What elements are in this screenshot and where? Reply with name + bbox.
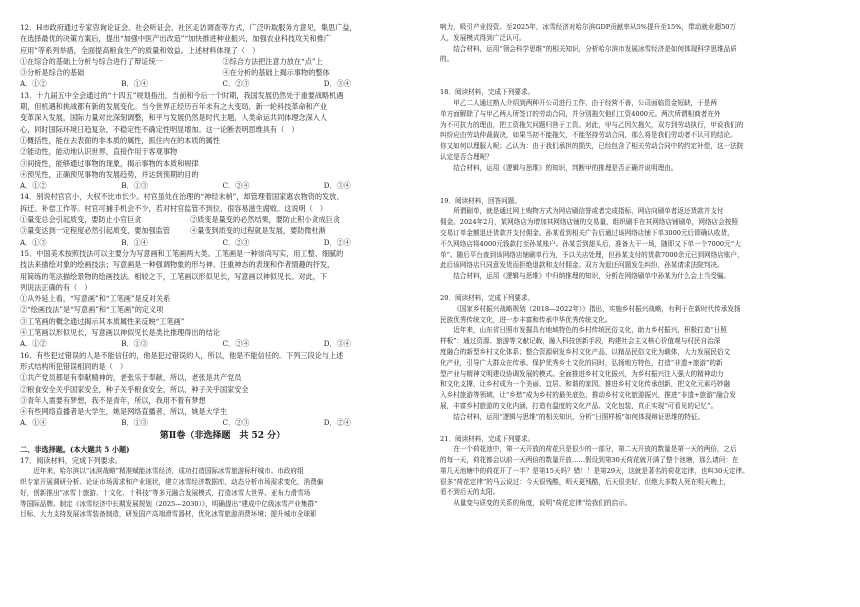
- q13-option-a[interactable]: A．①②: [20, 181, 47, 191]
- left-column: [20, 22, 425, 520]
- q14-options: [20, 237, 425, 248]
- q20-ask: 结合材料，运用“逻辑与思维”的相关知识，分析“日照样板”如何体现辩证思维的特征。: [453, 412, 705, 421]
- q19-body-6: 此后该网络店只同意发货而拒绝退款和支付佣金。双方为退还问题发生纠纷，孙某请求法院判决。: [440, 261, 724, 270]
- q17-cont-1: 响力，吸引产业投资。至2025年，冰雪经济对哈尔滨GDP贡献率从5%提升至15%，带动就业超50万: [440, 23, 737, 31]
- q15-options: [20, 338, 425, 349]
- q21-body-4: 很多“荷花定律”的马云说过：今天很残酷，明天更残酷，后天很美好，但绝大多数人死在明天晚上，: [440, 477, 731, 486]
- q14-stem-1: 14．别说村官官小，大权不比市长少。村官虽处在治理的“神经末梢”，却管理着国家惠农物资的发放、: [20, 192, 344, 202]
- q13-options: [20, 180, 425, 191]
- q20-body-5: 度融合的新型乡村文化体系；整合资源研发乡村文化产品，以精品民俗文化为载体，大力发展民俗文: [440, 347, 731, 356]
- q15-item-2: ②“绘画技法”是“写意画”和“工笔画”的定义项: [20, 305, 164, 315]
- q13-item-1: ①概括性，能在去表面的非本质的属性，抓住内在的本质的属性: [20, 135, 220, 145]
- q16-item-4: ④有些网络直播者是大学生，姚是网络直播者，所以，姚是大学生: [20, 407, 228, 417]
- q12-options: [20, 78, 425, 89]
- q13-stem-3: 变革深入发展，国际力量对比深刻调整，和平与发展仍然是时代主题，人类命运共同体理念深入人: [20, 113, 328, 123]
- q14-option-b[interactable]: B．①④: [121, 237, 148, 247]
- q13-stem-2: 期，但机遇和挑战都有新的发展变化。当今世界正经历百年未有之大变局，新一轮科技革命和产业: [20, 102, 328, 112]
- q18-body-6: 认定是否合理呢？: [440, 152, 493, 161]
- q20-body-8: 和文化支撑，让乡村成为一个美丽、宜居、和谐的家园。推进乡村文化传承创新，把文化元素巧妙融: [440, 380, 731, 389]
- q20-head: 20．阅读材料，完成下列要求。: [440, 293, 535, 302]
- q21-ask: 从量变与质变的关系的角度，说明“荷花定律”给我们的启示。: [453, 499, 632, 508]
- section2-title: 二、非选择题。(本大题共 5 小题): [20, 444, 130, 454]
- q12-stem-1: 12．H市政府通过专家咨询论证会、社会听证会、社区走访调查等方式，广泛听取服务方意见，集思广益，: [20, 23, 357, 32]
- q18-body-4: 纠纷应由劳动仲裁裁决，如果当初不能拖欠，不能坚持劳动合同，那么将是我们劳动者不认可的结论。: [440, 131, 737, 140]
- q14-option-c[interactable]: C．②③: [222, 237, 250, 247]
- q12-item-2: ②综合方法把注意力放在“点”上: [222, 56, 323, 66]
- q20-body-7: 型产业与精神文明建设协调发展的模式。全面推进乡村文化振兴，为乡村振兴注入强大的精神动力: [440, 369, 724, 378]
- q13-option-d[interactable]: D．③④: [323, 181, 351, 191]
- q17-body-4: 等国际品牌。制定《冰雪经济中长期发展规划（2025—2030）》，明确提出“建成中亿级冰雪产业集群”: [20, 499, 318, 508]
- q15-option-a[interactable]: A．①②: [20, 339, 47, 349]
- q19-head: 19．阅读材料，回答问题。: [440, 196, 521, 205]
- q16-option-d[interactable]: D．②④: [323, 418, 351, 428]
- q15-option-b[interactable]: B．①③: [121, 339, 148, 349]
- q13-stem-1: 13．十九届五中全会通过的“十四五”规划指出，当前和今后一个时期，我国发展仍然处于重要战略机遇: [20, 90, 344, 100]
- q15-item-1: ①从外延上看，“写意画”和“工笔画”是反对关系: [20, 294, 171, 304]
- q20-body-4: 样板”：通过资源、旅游等文献记载，融入科技创新手段，构建社会主义核心价值观与村民自治深: [440, 337, 721, 346]
- q15-stem-1: 15．中国美术按照技法可以主要分为写意画和工笔画两大类。工笔画是一种崇尚写实，用工整、细腻的: [20, 248, 344, 258]
- q13-item-3: ③间接性，能够通过事物的现象，揭示事物的本质和规律: [20, 158, 199, 168]
- q16-stem-1: 16．有些犯过错误的人是不能信任的，他是犯过错误的人，所以，他是不能信任的。下列三段论与上述: [20, 350, 344, 360]
- q12-option-c[interactable]: C．②③: [222, 79, 250, 89]
- q21-body-5: 看不到后天的太阳。: [440, 488, 500, 497]
- q14-items-row2: [20, 225, 425, 236]
- q21-body-1: 在一个荷花池中，第一天开放的荷花只是很少的一部分，第二天开放的数量是第一天的两倍，之后: [453, 445, 737, 454]
- q21-body-3: 第几天池塘中的荷花开了一半？是第15天吗？错！！是第29天，这就是著名的荷花定律，也叫30天定律。: [440, 466, 749, 475]
- q18-body-1: 甲乙二人通过熟人介绍到两种开公司进行工作，由于经营不善，公司面临资金短缺，于是两: [453, 98, 717, 107]
- q15-item-4: ④工笔画以形似见长，写意画以神似见长是类比推理得出的结论: [20, 328, 220, 338]
- q12-option-b[interactable]: B．①④: [121, 79, 148, 89]
- q12-option-d[interactable]: D．③④: [323, 79, 351, 89]
- q16-item-2: ②粮食安全关乎国家安全，种子关乎粮食安全，所以，种子关乎国家安全: [20, 384, 249, 394]
- q12-items-row1: [20, 56, 425, 67]
- q19-body-3: 交易订单金额退还货款并支付佣金。孙某看到相关广告后通过该网络店铺下单3000元后即确认收货，: [440, 228, 734, 237]
- q12-items-row2: [20, 67, 425, 78]
- q12-stem-2: 在选择最优的决策方案后，提出“加强中医产出改造”“加快推进种业振兴，加强农业科技攻关和推广: [20, 34, 331, 44]
- q15-item-3: ③工笔画的概念通过揭示其本质属性来反映“工笔画”: [20, 316, 185, 326]
- q17-body-3: 好，创新推出“冰雪十旅游、十文化、十科技”等多元融合发展模式，打造冰雪大世界、亚布力滑雪场: [20, 488, 311, 497]
- q14-item-2: ②质变是量变的必然结果，要防止积小贪成巨贪: [190, 215, 341, 225]
- q17-body-5: 目标，大力支持发展冰雪装备制造，研发国产高端滑雪器材，优化冰雪旅游消费环境；提升城市全球影: [20, 510, 317, 519]
- q16-option-b[interactable]: B．①③: [121, 418, 148, 428]
- q13-item-2: ②能动性，能动地认识世界，直接作用于客观事物: [20, 147, 178, 157]
- q16-item-3: ③青年人需要有梦想，我不是青年，所以，我用不着有梦想: [20, 395, 206, 405]
- q15-stem-4: 列说法正确的有（ ）: [20, 282, 92, 292]
- q16-option-c[interactable]: C．②③: [222, 418, 250, 428]
- q16-stem-2: 形式结构所犯错误相同的是（ ）: [20, 361, 128, 371]
- q17-head: 17．阅读材料，完成下列要求。: [20, 455, 122, 465]
- q21-body-2: 的每一天，荷花都会以前一天两倍的数量开放……假设到第30天荷花就开满了整个池塘，那么请问：在: [440, 456, 739, 465]
- q15-option-d[interactable]: D．③④: [323, 339, 351, 349]
- q13-option-b[interactable]: B．①③: [121, 181, 148, 191]
- q18-head: 18．阅读材料，完成下列要求。: [440, 88, 535, 97]
- q19-body-1: 所谓刷单，就是通过网上购物方式为网店刷信誉或者完成指标，网店向刷单者返还货款并支付: [453, 207, 724, 216]
- q19-body-2: 佣金。2024年2月，某网络店为增加其网络店铺的交易量，组织刷手在其网络店铺刷单，网络店会按照: [440, 218, 738, 227]
- q17-ask-1: 结合材料，运用“领会科学思维”的相关知识，分析哈尔滨市发展冰雪经济是如何体现科学思维品质: [453, 44, 737, 53]
- q20-body-3: 近年来，山东省日照市发掘具有地域特色的乡村传统民俗文化，助力乡村振兴，积极打造“日照: [453, 326, 727, 335]
- q18-body-5: 你又如何以理服人呢；乙认为：由于我们承担的损失，已经包含了相关劳动合同中的约定补偿，这一法院: [440, 142, 744, 151]
- q12-option-a[interactable]: A．①②: [20, 79, 47, 89]
- q19-ask: 结合材料，运用《逻辑与思维》中归纳推理的知识，分析在网络刷单中孙某为什么会上当受骗。: [453, 272, 731, 281]
- q18-body-2: 单方面解除了与甲乙两人所签订的劳动合同，并分别拖欠他们工资4000元。两次所谓相商者在外: [440, 109, 721, 118]
- q20-body-9: 入乡村旅游等领域，让“乡愁”成为乡村的最美底色，推动乡村文化旅游振兴，推进“非遗+旅游”融合发: [440, 391, 736, 400]
- right-column: [440, 22, 850, 509]
- q14-option-a[interactable]: A．①③: [20, 237, 47, 247]
- q12-item-4: ④在分析的基础上揭示事物的整体: [222, 68, 330, 78]
- q15-option-c[interactable]: C．②④: [222, 339, 250, 349]
- q20-body-1: 《国家乡村振兴战略规划（2018—2022年）》指出，实施乡村振兴战略，有利于在新时代传承发扬: [453, 304, 741, 313]
- q13-item-4: ④预见性，正确预见事物的发展趋势，并达到预期的目的: [20, 169, 199, 179]
- q14-item-3: ③量变达到一定程度必然引起质变，要加强监管: [20, 226, 170, 236]
- q19-body-4: 不久网络店将4000元钱款打至孙某账户。孙某尝到甜头后，准备大干一场，随即又下单一个7000元“大: [440, 239, 741, 248]
- q17-body-1: 近年来，哈尔滨以“冰滨战略”精准赋能冰雪经济，成功打造国际冰雪旅游标杆城市。市政府组: [33, 467, 304, 476]
- q16-options: [20, 417, 425, 428]
- q20-body-10: 展，丰富乡村旅游的文化内涵，打造有温度的文化产品、文化包装，真正实现“可看见的记忆”。: [440, 401, 718, 410]
- q19-body-5: 单”。随后平台查到该网络店铺刷单行为，予以关店处理，但孙某支付的货款7000余元已到网络店账户，: [440, 250, 744, 259]
- q13-stem-4: 心，同时国际环境日趋复杂，不稳定性不确定性明显增加。这一论断表明思维具有（ ）: [20, 124, 299, 134]
- q18-body-3: 为不可抗力的理由，把工资拖欠问题归咎于工资。对此，甲与乙因欠拖欠，双方到劳动执行，甲说我们的: [440, 120, 744, 129]
- q17-cont-2: 人，发展模式得到广泛认可。: [440, 33, 526, 42]
- q12-item-3: ③分析是综合的基础: [20, 68, 85, 78]
- part2-title: 第Ⅱ卷（非选择题 共 52 分）: [159, 430, 286, 441]
- q14-items-row1: [20, 214, 425, 225]
- q12-stem-3: 应用”等系列举措，全面提高粮食生产的质量和效益。上述材料体现了（ ）: [20, 45, 260, 55]
- q17-body-2: 织专家开展调研分析、论证市场需求和产业现状，建立冰雪经济数据库，动态分析市场需求变化，消费偏: [20, 478, 324, 487]
- q15-stem-3: 用简练的笔法描绘景物的绘画技法。相较之下，工笔画以形似见长，写意画以神似见长。对此，下: [20, 271, 328, 281]
- q20-body-2: 民族优秀传统文化，进一步丰富和传承中华优秀传统文化。: [440, 315, 612, 324]
- q13-option-c[interactable]: C．②④: [222, 181, 250, 191]
- q14-stem-2: 拆迁、补偿工作等。村官可捕手机会不少，若对村官监管不到位，很容易滋生腐败。这说明（ ）: [20, 203, 328, 213]
- q12-item-1: ①在综合的基础上分析与综合进行了辩证统一: [20, 56, 163, 66]
- q21-head: 21．阅读材料，完成下列要求。: [440, 434, 535, 443]
- q17-ask-2: 的。: [440, 55, 454, 64]
- q15-stem-2: 技法来描绘对象的绘画技法；写意画是一种强调物象的形与神、注重神态的表现和作者情趣的抒发，: [20, 260, 335, 270]
- q16-item-1: ①共产党员都是有奉献精神的，老张乐于奉献，所以，老张是共产党员: [20, 373, 242, 383]
- q14-option-d[interactable]: D．②④: [323, 237, 351, 247]
- q17-body: [20, 466, 425, 520]
- q20-body-6: 化产业，引导广大群众在传承、保护优秀乡土文化的同时，弘扬地方特色，打造“非遗+旅游”的新: [440, 358, 723, 367]
- q16-option-a[interactable]: A．①④: [20, 418, 47, 428]
- q18-ask: 结合材料，运用《逻辑与思维》的知识，判断甲的推理是否正确并说明理由。: [453, 163, 678, 172]
- q14-item-4: ④量变到质变的过程就是发展，要防微杜渐: [190, 226, 326, 236]
- q14-item-1: ①量变总会引起质变，要防止小官巨贪: [20, 215, 142, 225]
